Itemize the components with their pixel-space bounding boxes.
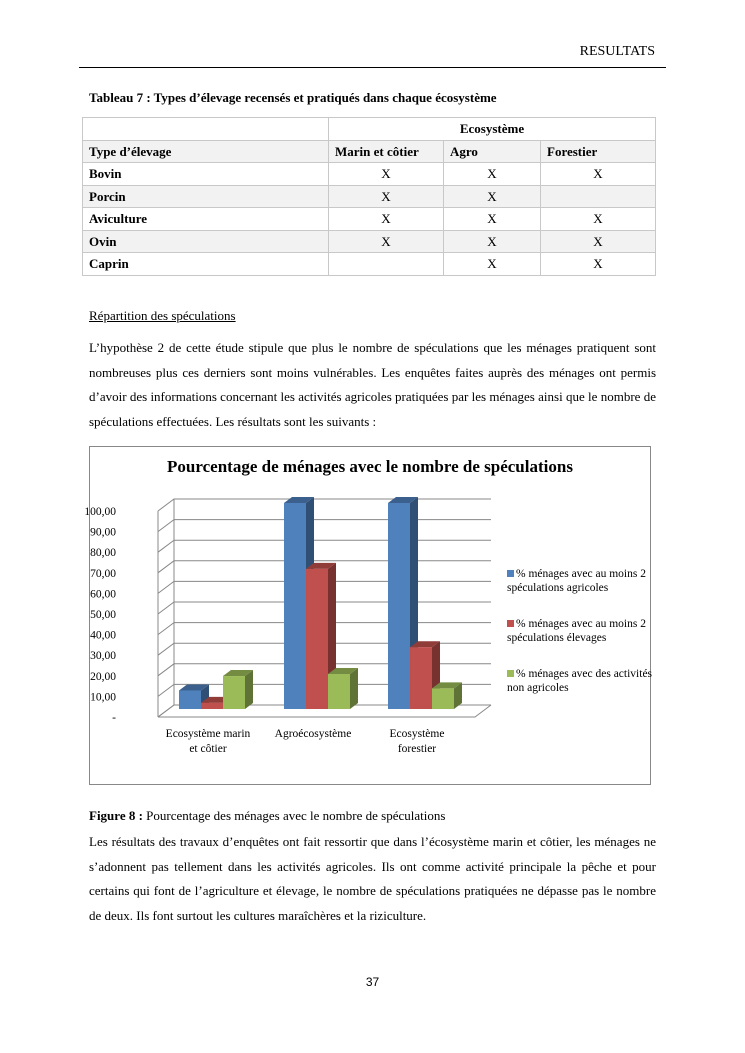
row-label: Aviculture [83, 208, 329, 231]
y-tick-label: - [112, 712, 116, 724]
y-tick-label: 10,00 [90, 691, 116, 704]
x-tick-label: forestier [397, 743, 437, 755]
cell: X [329, 230, 444, 253]
x-tick-label: et côtier [189, 743, 227, 755]
bar [284, 503, 306, 709]
y-tick-label: 100,00 [84, 506, 116, 518]
figure-text: Pourcentage des ménages avec le nombre de spéculations [142, 808, 446, 823]
legend-swatch [507, 670, 514, 677]
bar-side [350, 668, 358, 709]
cell: X [541, 253, 656, 276]
cell: X [541, 208, 656, 231]
chart-plot [84, 447, 653, 784]
y-tick-label: 90,00 [90, 526, 116, 539]
cell: X [444, 163, 541, 186]
gridline [158, 520, 491, 532]
figure-label: Figure 8 : [89, 808, 143, 823]
cell: X [541, 163, 656, 186]
bar-chart [84, 446, 653, 785]
figure-caption [89, 808, 445, 824]
bar [388, 503, 410, 709]
bar [179, 690, 201, 709]
cell [329, 253, 444, 276]
y-tick-label: 80,00 [90, 547, 116, 560]
x-tick-label: Ecosystème [389, 728, 445, 740]
y-tick-label: 30,00 [90, 650, 116, 663]
x-tick-label: Agroécosystème [274, 728, 352, 740]
bar [432, 688, 454, 709]
row-label: Bovin [83, 163, 329, 186]
legend-item [507, 617, 657, 645]
y-tick-label: 60,00 [90, 588, 116, 601]
bar [328, 674, 350, 709]
col-header: Marin et côtier [329, 140, 444, 163]
legend-swatch [507, 620, 514, 627]
y-tick-label: 40,00 [90, 629, 116, 642]
y-tick-label: 50,00 [90, 609, 116, 621]
table-row [83, 185, 656, 208]
cell: X [329, 185, 444, 208]
cell [541, 185, 656, 208]
livestock-table [82, 117, 656, 276]
bar [223, 676, 245, 709]
bar [306, 569, 328, 709]
table-row [83, 230, 656, 253]
legend-item [507, 667, 657, 695]
cell: X [329, 208, 444, 231]
x-tick-label: Ecosystème marin [165, 728, 251, 740]
chart-title: Pourcentage de ménages avec le nombre de spéculations [167, 457, 573, 476]
cell: X [444, 230, 541, 253]
page-number: 37 [365, 975, 380, 989]
bar [410, 647, 432, 709]
row-label: Porcin [83, 185, 329, 208]
col-header: Forestier [541, 140, 656, 163]
table-row [83, 208, 656, 231]
row-label: Ovin [83, 230, 329, 253]
cell: X [444, 253, 541, 276]
table-row [83, 163, 656, 186]
group-header: Ecosystème [329, 118, 656, 141]
legend-label: % ménages avec au moins 2 spéculations élevages [507, 618, 646, 644]
col-header: Type d’élevage [83, 140, 329, 163]
cell: X [541, 230, 656, 253]
y-tick-label: 70,00 [90, 567, 116, 580]
legend-item [507, 567, 657, 595]
gridline [158, 499, 491, 511]
header-rule [79, 67, 666, 68]
y-tick-label: 20,00 [90, 670, 116, 683]
col-header: Agro [444, 140, 541, 163]
bar-side [245, 670, 253, 709]
cell: X [444, 208, 541, 231]
table-caption: Tableau 7 : Types d’élevage recensés et pratiqués dans chaque écosystème [89, 90, 497, 105]
empty-cell [83, 118, 329, 141]
cell: X [444, 185, 541, 208]
table-row [83, 253, 656, 276]
running-header: RESULTATS [579, 44, 655, 59]
row-label: Caprin [83, 253, 329, 276]
legend-label: % ménages avec au moins 2 spéculations agricoles [507, 568, 646, 594]
legend-label: % ménages avec des activités non agricoles [507, 668, 653, 694]
legend-swatch [507, 570, 514, 577]
bar [201, 703, 223, 709]
section-subtitle: Répartition des spéculations [89, 308, 236, 323]
paragraph: Les résultats des travaux d’enquêtes ont fait ressortir que dans l’écosystème marin et côtier, les ménages ne s’adonnent pas tellement dans les activités agricoles. Ils ont comme activité principale la pêche et pour certains qui font de l’agriculture et élevage, le nombre de spéculations pratiquées ne dépasse pas le nombre de deux. Ils font surtout les cultures maraîchères et la riziculture. [89, 834, 656, 923]
paragraph: L’hypothèse 2 de cette étude stipule que plus le nombre de spéculations que les ménages pratiquent sont nombreuses plus ces derniers sont moins vulnérables. Les enquêtes faites auprès des ménages ont permis d’avoir des informations concernant les activités agricoles pratiquées par les ménages ainsi que le nombre de spéculations effectuées. Les résultats sont les suivants : [89, 340, 656, 429]
cell: X [329, 163, 444, 186]
gridline [158, 540, 491, 552]
